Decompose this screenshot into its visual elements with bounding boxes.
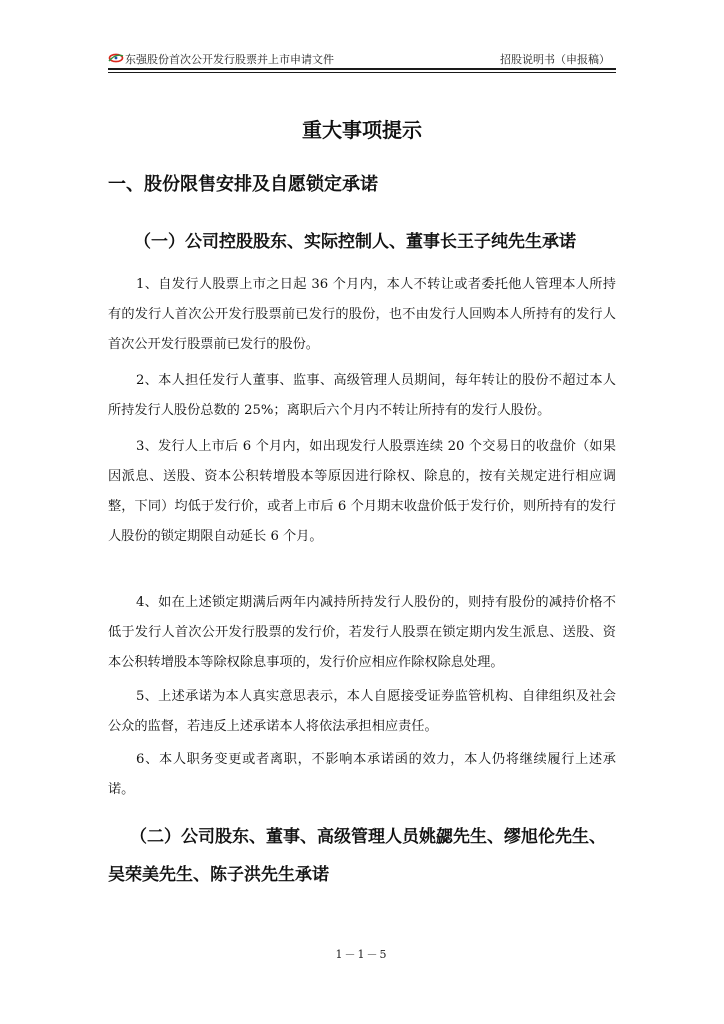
paragraph-1: 1、自发行人股票上市之日起 36 个月内，本人不转让或者委托他人管理本人所持有的发行人首次公开发行股票前已发行的股份，也不由发行人回购本人所持有的发行人首次公开发行股票前已发行的股份。 bbox=[108, 277, 616, 352]
company-logo-icon bbox=[108, 52, 124, 64]
paragraph-6: 6、本人职务变更或者离职，不影响本承诺函的效力，本人仍将继续履行上述承诺。 bbox=[108, 752, 616, 797]
page-title: 重大事项提示 bbox=[302, 118, 422, 142]
header-document-type: 招股说明书（申报稿） bbox=[500, 53, 610, 66]
section-heading: 一、股份限售安排及自愿锁定承诺 bbox=[108, 174, 378, 195]
page-number: 1－1－5 bbox=[335, 948, 389, 961]
header-document-title: 东强股份首次公开发行股票并上市申请文件 bbox=[125, 53, 334, 66]
paragraph-5: 5、上述承诺为本人真实意思表示，本人自愿接受证券监管机构、自律组织及社会公众的监督，若违反上述承诺本人将依法承担相应责任。 bbox=[108, 689, 616, 734]
subsection-heading-2: （二）公司股东、董事、高级管理人员姚勰先生、缪旭伦先生、吴荣美先生、陈子洪先生承诺 bbox=[108, 827, 606, 885]
header-divider-thin bbox=[108, 72, 616, 73]
subsection-heading-1: （一）公司控股股东、实际控制人、董事长王子纯先生承诺 bbox=[134, 232, 576, 252]
paragraph-3: 3、发行人上市后 6 个月内，如出现发行人股票连续 20 个交易日的收盘价（如果因派息、送股、资本公积转增股本等原因进行除权、除息的，按有关规定进行相应调整，下同）均低于发行价，或者上市后 6 个月期末收盘价低于发行价，则所持有的发行人股份的锁定期限自动延长 6 个月。 bbox=[108, 439, 616, 544]
header-divider bbox=[108, 68, 616, 70]
paragraph-2: 2、本人担任发行人董事、监事、高级管理人员期间，每年转让的股份不超过本人所持发行人股份总数的 25%；离职后六个月内不转让所持有的发行人股份。 bbox=[108, 373, 616, 418]
page-header bbox=[108, 50, 616, 70]
paragraph-4: 4、如在上述锁定期满后两年内减持所持发行人股份的，则持有股份的减持价格不低于发行人首次公开发行股票的发行价，若发行人股票在锁定期内发生派息、送股、资本公积转增股本等除权除息事项的，发行价应相应作除权除息处理。 bbox=[108, 595, 616, 670]
